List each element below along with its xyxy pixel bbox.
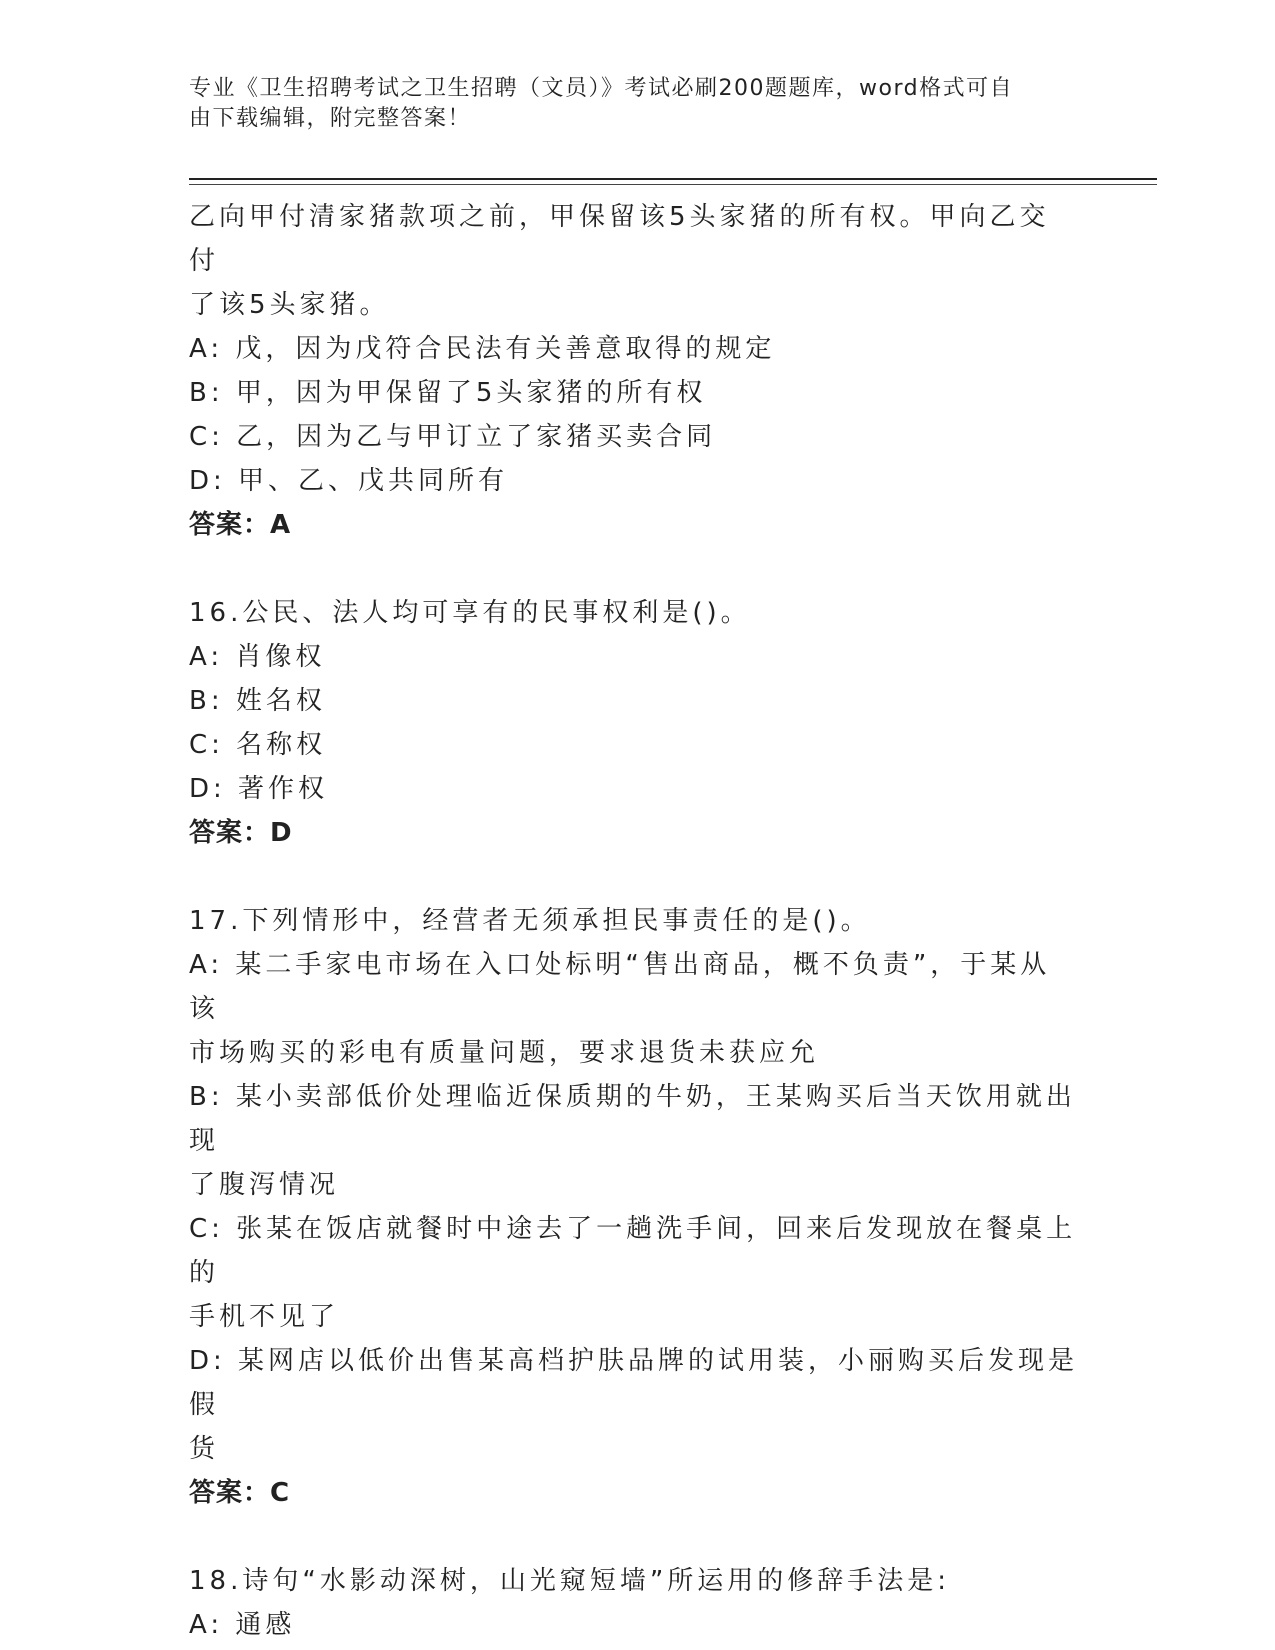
question-content: [189, 195, 1079, 1647]
question-stem: 18.诗句“水影动深树，山光窥短墙”所运用的修辞手法是:: [189, 1566, 951, 1596]
option-c: C: 乙，因为乙与甲订立了家猪买卖合同: [189, 422, 717, 452]
option-a-continued: 市场购买的彩电有质量问题，要求退货未获应允: [189, 1038, 820, 1068]
spacer: [189, 547, 1079, 591]
option-a: A: 肖像权: [189, 642, 326, 672]
option-b: B: 甲，因为甲保留了5头家猪的所有权: [189, 378, 707, 408]
document-header: [189, 74, 1089, 134]
question-stem-line: 乙向甲付清家猪款项之前，甲保留该5头家猪的所有权。甲向乙交付: [189, 202, 1050, 276]
option-c: C: 名称权: [189, 730, 327, 760]
spacer: [189, 855, 1079, 899]
option-d: D: 某网店以低价出售某高档护肤品牌的试用装，小丽购买后发现是假: [189, 1346, 1079, 1420]
answer: 答案：D: [189, 818, 293, 848]
question-18: [189, 1559, 1079, 1647]
question-stem: 16.公民、法人均可享有的民事权利是()。: [189, 598, 751, 628]
header-divider-thick: [189, 178, 1157, 180]
option-b: B: 某小卖部低价处理临近保质期的牛奶，王某购买后当天饮用就出现: [189, 1082, 1076, 1156]
option-b: B: 姓名权: [189, 686, 326, 716]
answer: 答案：C: [189, 1478, 291, 1508]
header-divider-thin: [189, 184, 1157, 185]
question-16: [189, 591, 1079, 855]
header-line-1: 专业《卫生招聘考试之卫生招聘（文员）》考试必刷200题题库，word格式可自: [189, 76, 1014, 101]
spacer: [189, 1515, 1079, 1559]
option-a: A: 某二手家电市场在入口处标明“售出商品，概不负责”，于某从该: [189, 950, 1051, 1024]
question-15: [189, 195, 1079, 547]
question-17: [189, 899, 1079, 1515]
option-d: D: 著作权: [189, 774, 329, 804]
option-a: A: 戊，因为戊符合民法有关善意取得的规定: [189, 334, 776, 364]
option-d-continued: 货: [189, 1434, 220, 1464]
question-stem: 17.下列情形中，经营者无须承担民事责任的是()。: [189, 906, 871, 936]
option-c: C: 张某在饭店就餐时中途去了一趟洗手间，回来后发现放在餐桌上的: [189, 1214, 1077, 1288]
option-b-continued: 了腹泻情况: [189, 1170, 340, 1200]
option-d: D: 甲、乙、戊共同所有: [189, 466, 509, 496]
header-line-2: 由下载编辑，附完整答案！: [189, 106, 472, 131]
answer: 答案：A: [189, 510, 292, 540]
option-a: A: 通感: [189, 1610, 296, 1640]
question-stem-line: 了该5头家猪。: [189, 290, 390, 320]
option-c-continued: 手机不见了: [189, 1302, 340, 1332]
